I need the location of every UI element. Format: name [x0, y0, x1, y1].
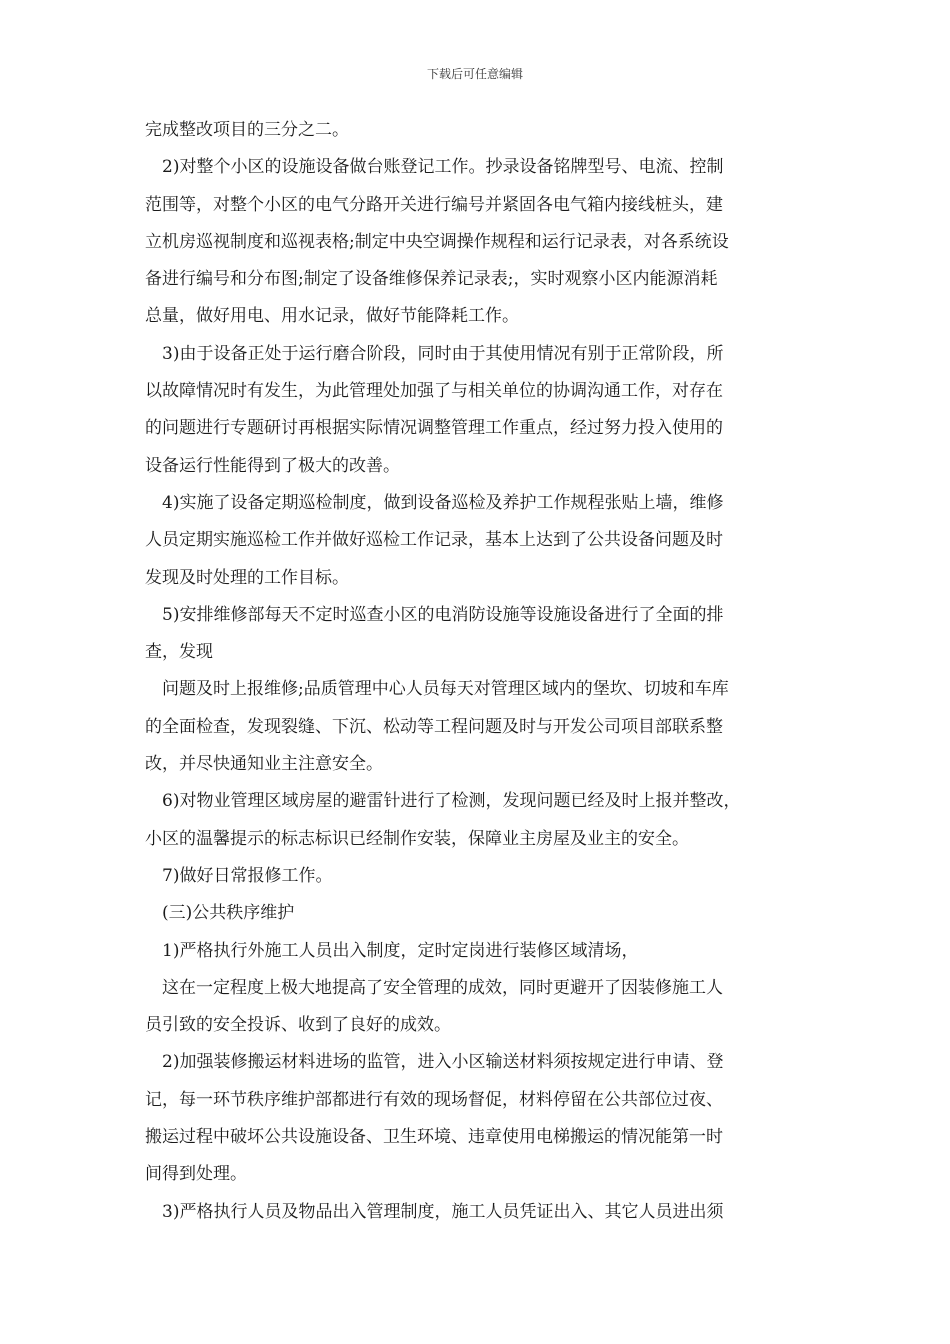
text-line: 6)对物业管理区域房屋的避雷针进行了检测，发现问题已经及时上报并整改，: [162, 791, 741, 812]
text-line: 的全面检查，发现裂缝、下沉、松动等工程问题及时与开发公司项目部联系整: [145, 716, 723, 737]
text-line: 搬运过程中破坏公共设施设备、卫生环境、违章使用电梯搬运的情况能第一时: [145, 1127, 723, 1148]
text-line: 4)实施了设备定期巡检制度，做到设备巡检及养护工作规程张贴上墙，维修: [162, 492, 724, 513]
text-line: 的问题进行专题研讨再根据实际情况调整管理工作重点，经过努力投入使用的: [145, 418, 723, 439]
text-line: 1)严格执行外施工人员出入制度，定时定岗进行装修区域清场，: [162, 940, 639, 961]
text-line: 7)做好日常报修工作。: [162, 865, 333, 886]
text-line: 3)由于设备正处于运行磨合阶段，同时由于其使用情况有别于正常阶段，所: [162, 343, 724, 364]
text-line: (三)公共秩序维护: [162, 903, 295, 924]
text-line: 改，并尽快通知业主注意安全。: [145, 754, 383, 775]
text-line: 5)安排维修部每天不定时巡查小区的电消防设施等设施设备进行了全面的排: [162, 604, 724, 625]
document-body: [145, 112, 815, 1231]
text-line: 记，每一环节秩序维护部都进行有效的现场督促，材料停留在公共部位过夜、: [145, 1089, 723, 1110]
text-line: 备进行编号和分布图;制定了设备维修保养记录表;，实时观察小区内能源消耗: [145, 269, 718, 290]
text-line: 发现及时处理的工作目标。: [145, 567, 349, 588]
text-line: 2)对整个小区的设施设备做台账登记工作。抄录设备铭牌型号、电流、控制: [162, 157, 724, 178]
text-line: 人员定期实施巡检工作并做好巡检工作记录，基本上达到了公共设备问题及时: [145, 530, 723, 551]
text-line: 查，发现: [145, 642, 213, 663]
text-line: 设备运行性能得到了极大的改善。: [145, 455, 400, 476]
text-line: 2)加强装修搬运材料进场的监管，进入小区输送材料须按规定进行申请、登: [162, 1052, 724, 1073]
text-line: 以故障情况时有发生，为此管理处加强了与相关单位的协调沟通工作，对存在: [145, 381, 723, 402]
text-line: 间得到处理。: [145, 1164, 247, 1185]
page-header-note: 下载后可任意编辑: [426, 67, 523, 81]
text-line: 总量，做好用电、用水记录，做好节能降耗工作。: [145, 306, 519, 327]
text-line: 完成整改项目的三分之二。: [145, 120, 349, 140]
text-line: 立机房巡视制度和巡视表格;制定中央空调操作规程和运行记录表，对各系统设: [145, 231, 729, 252]
text-line: 3)严格执行人员及物品出入管理制度，施工人员凭证出入、其它人员进出须: [162, 1201, 724, 1222]
text-line: 问题及时上报维修;品质管理中心人员每天对管理区域内的堡坎、切坡和车库: [162, 679, 729, 700]
text-line: 小区的温馨提示的标志标识已经制作安装，保障业主房屋及业主的安全。: [145, 828, 689, 849]
text-line: 员引致的安全投诉、收到了良好的成效。: [145, 1015, 451, 1036]
text-line: 范围等，对整个小区的电气分路开关进行编号并紧固各电气箱内接线桩头，建: [145, 194, 723, 215]
text-line: 这在一定程度上极大地提高了安全管理的成效，同时更避开了因装修施工人: [162, 977, 723, 998]
